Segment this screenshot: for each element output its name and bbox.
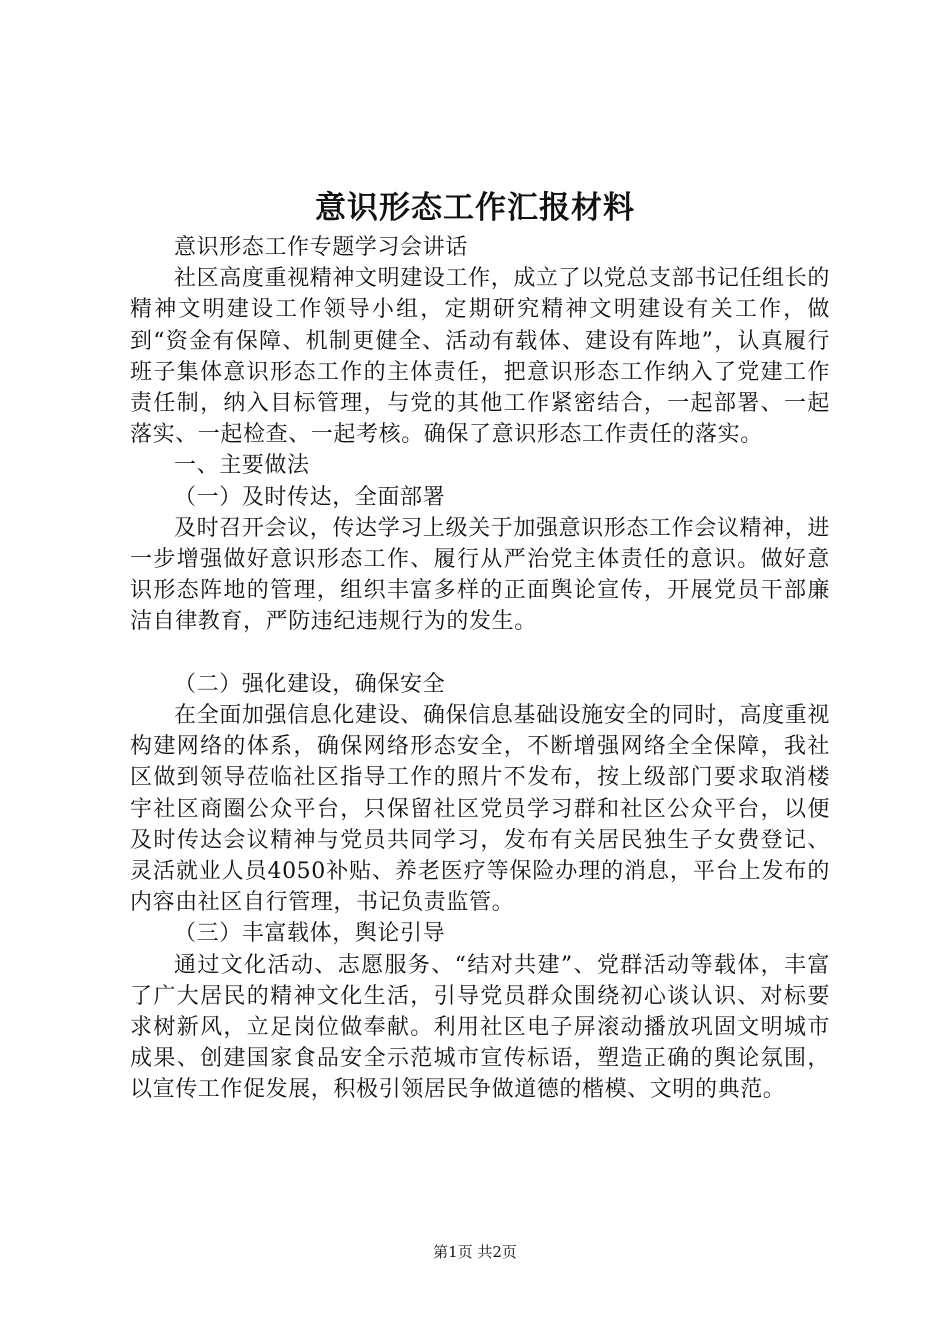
document-title: 意识形态工作汇报材料: [315, 190, 635, 226]
paragraph-subsection-1: 及时召开会议，传达学习上级关于加强意识形态工作会议精神，进一步增强做好意识形态工作、履行从严治党主体责任的意识。做好意识形态阵地的管理，组织丰富多样的正面舆论宣传，开展党员干部廉洁自律教育，严防违纪违规行为的发生。: [130, 515, 830, 635]
subsection-heading-1: （一）及时传达，全面部署: [174, 484, 446, 510]
paragraph-intro: 社区高度重视精神文明建设工作，成立了以党总支部书记任组长的精神文明建设工作领导小组，定期研究精神文明建设有关工作，做到“资金有保障、机制更健全、活动有载体、建设有阵地”，认真履行班子集体意识形态工作的主体责任，把意识形态工作纳入了党建工作责任制，纳入目标管理，与党的其他工作紧密结合，一起部署、一起落实、一起检查、一起考核。确保了意识形态工作责任的落实。: [130, 266, 830, 448]
subsection-heading-2: （二）强化建设，确保安全: [174, 671, 446, 697]
document-body: [130, 232, 830, 1106]
section-heading-main-practices: 一、主要做法: [174, 453, 310, 479]
paragraph-subsection-2: 在全面加强信息化建设、确保信息基础设施安全的同时，高度重视构建网络的体系，确保网络形态安全，不断增强网络全全保障，我社区做到领导莅临社区指导工作的照片不发布，按上级部门要求取消楼宇社区商圈公众平台，只保留社区党员学习群和社区公众平台，以便及时传达会议精神与党员共同学习，发布有关居民独生子女费登记、灵活就业人员4050补贴、养老医疗等保险办理的消息，平台上发布的内容由社区自行管理，书记负责监管。: [130, 703, 830, 916]
page-number-footer: 第1页 共2页: [433, 1243, 517, 1261]
paragraph-subtitle: 意识形态工作专题学习会讲话: [174, 235, 468, 260]
subsection-heading-3: （三）丰富载体，舆论引导: [174, 921, 446, 947]
paragraph-subsection-3: 通过文化活动、志愿服务、“结对共建”、党群活动等载体，丰富了广大居民的精神文化生活，引导党员群众围绕初心谈认识、对标要求树新风，立足岗位做奉献。利用社区电子屏滚动播放巩固文明城市成果、创建国家食品安全示范城市宣传标语，塑造正确的舆论氛围，以宣传工作促发展，积极引领居民争做道德的楷模、文明的典范。: [130, 952, 830, 1103]
